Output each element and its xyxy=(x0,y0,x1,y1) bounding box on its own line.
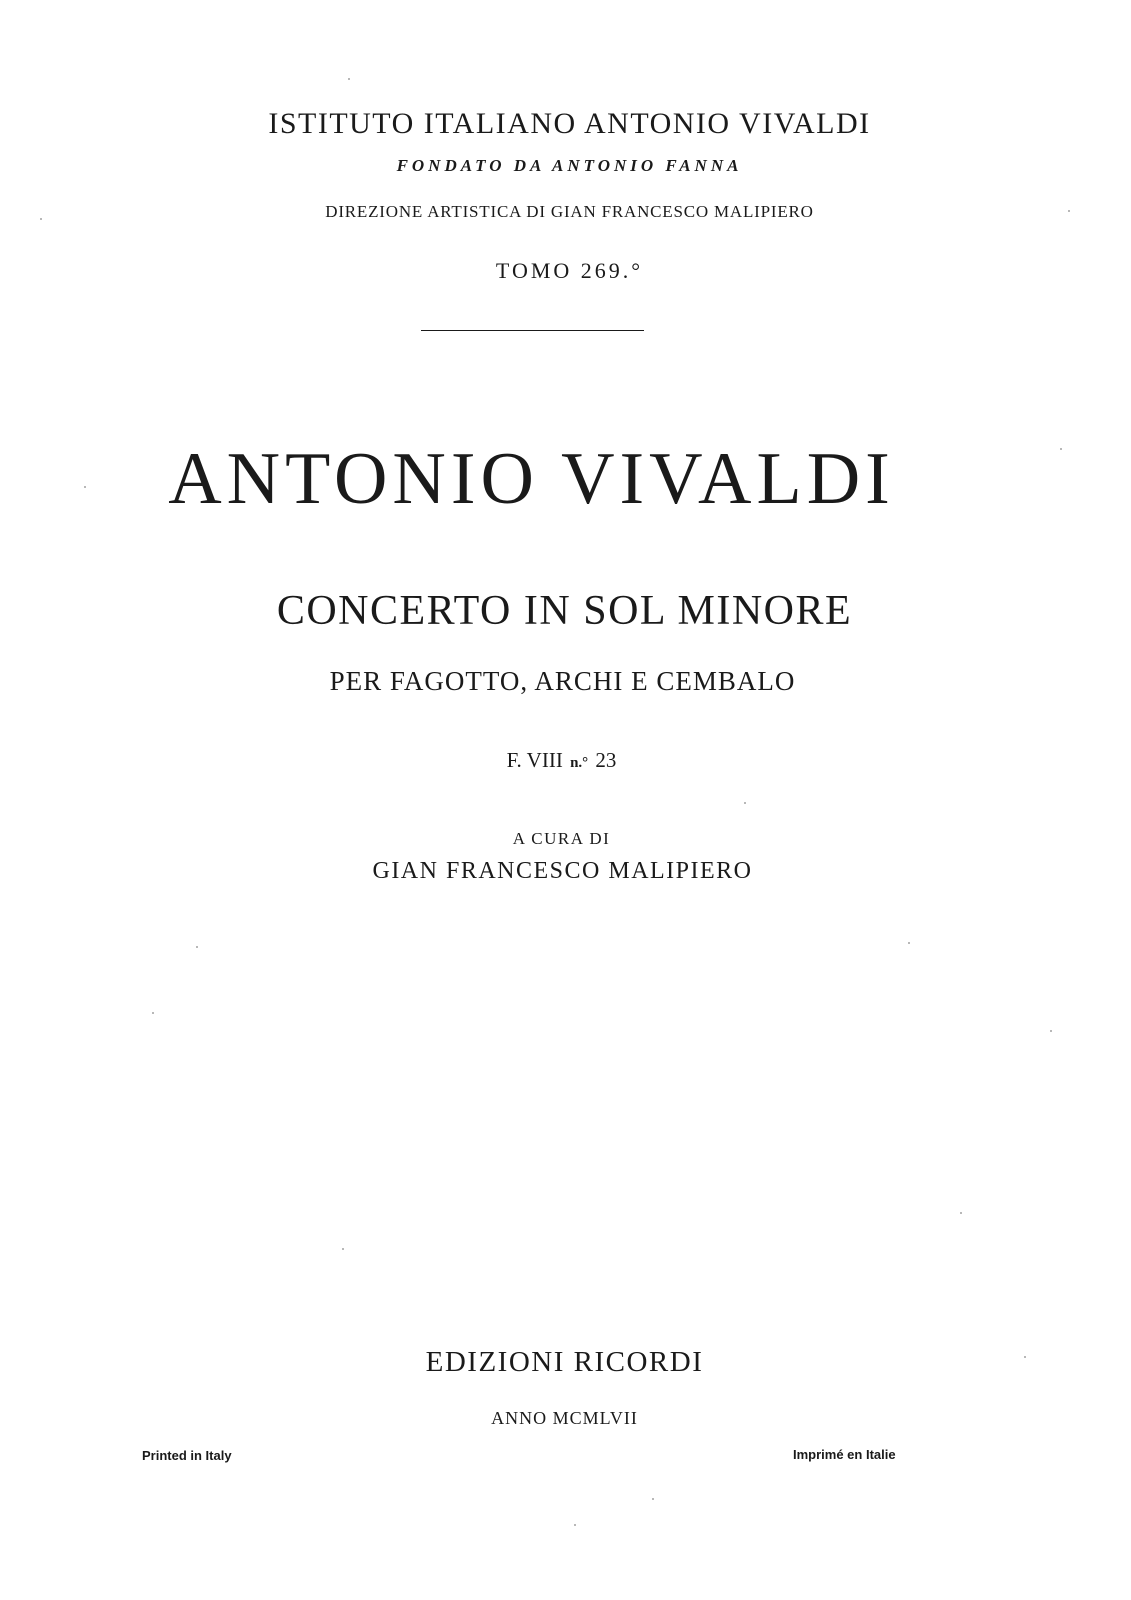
scan-speck xyxy=(1060,448,1062,450)
publication-year: ANNO MCMLVII xyxy=(491,1408,638,1428)
catalog-no-abbrev: n.° xyxy=(570,755,589,771)
volume-number: TOMO 269.° xyxy=(495,258,644,283)
scan-speck xyxy=(152,1012,154,1014)
work-title: CONCERTO IN SOL MINORE xyxy=(276,588,853,634)
editor-label: A CURA DI xyxy=(512,829,611,848)
scan-speck xyxy=(1050,1030,1052,1032)
scan-speck xyxy=(908,942,910,944)
scan-speck xyxy=(1024,1356,1026,1358)
scan-speck xyxy=(196,946,198,948)
publisher-name: EDIZIONI RICORDI xyxy=(425,1346,704,1378)
founder-line: FONDATO DA ANTONIO FANNA xyxy=(396,156,743,175)
scan-speck xyxy=(342,1248,344,1250)
scan-speck xyxy=(348,78,350,80)
scan-speck xyxy=(40,218,42,220)
scan-speck xyxy=(960,1212,962,1214)
divider-rule xyxy=(421,330,644,331)
scan-speck xyxy=(574,1524,576,1526)
institute-name: ISTITUTO ITALIANO ANTONIO VIVALDI xyxy=(268,107,871,140)
scan-speck xyxy=(84,486,86,488)
scan-speck xyxy=(652,1498,654,1500)
catalog-prefix: F. VIII xyxy=(506,748,563,772)
scan-speck xyxy=(1068,210,1070,212)
imprime-en-italie: Imprimé en Italie xyxy=(793,1447,896,1462)
artistic-direction-line: DIREZIONE ARTISTICA DI GIAN FRANCESCO MALIPIERO xyxy=(325,202,814,221)
catalog-number xyxy=(0,748,1127,773)
scan-speck xyxy=(744,802,746,804)
instrumentation: PER FAGOTTO, ARCHI E CEMBALO xyxy=(329,666,796,696)
catalog-number-value: 23 xyxy=(595,748,617,772)
editor-name: GIAN FRANCESCO MALIPIERO xyxy=(372,858,753,884)
composer-name: ANTONIO VIVALDI xyxy=(168,438,895,520)
printed-in-italy: Printed in Italy xyxy=(142,1448,232,1463)
